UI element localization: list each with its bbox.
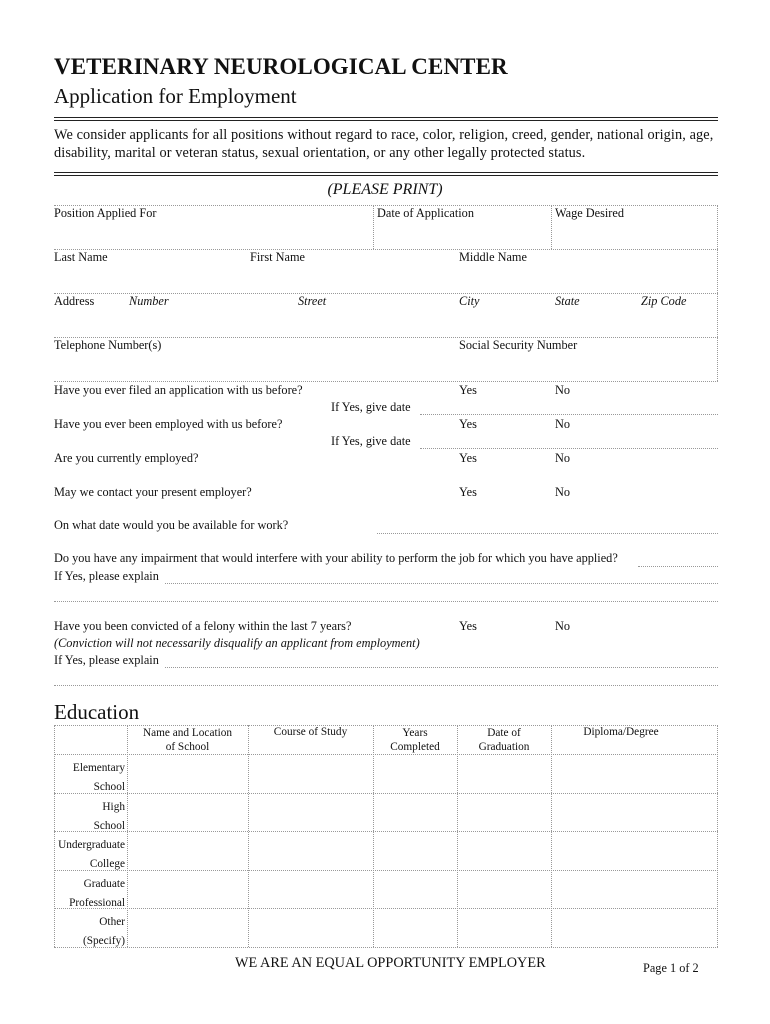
impairment-answer-line[interactable] — [638, 566, 718, 567]
q1-if-yes-date-label: If Yes, give date — [331, 400, 411, 414]
col-years-line1: Years — [402, 727, 428, 739]
felony-explain-line[interactable] — [165, 667, 718, 668]
edu-grid-line — [54, 947, 718, 948]
q3-yes-option[interactable]: Yes — [459, 451, 477, 465]
q4-yes-option[interactable]: Yes — [459, 485, 477, 499]
form-title: Application for Employment — [54, 84, 297, 108]
q1-yes-option[interactable]: Yes — [459, 383, 477, 397]
q1-no-option[interactable]: No — [555, 383, 571, 397]
street-label: Street — [298, 294, 327, 308]
wage-desired-label: Wage Desired — [555, 206, 625, 220]
col-date-line2: Graduation — [478, 741, 530, 753]
intro-rule — [54, 172, 718, 176]
grid-line — [551, 205, 552, 249]
q4-no-option[interactable]: No — [555, 485, 571, 499]
edu-row-graduate — [54, 875, 125, 913]
q3-no-option[interactable]: No — [555, 451, 571, 465]
q-contact-employer: May we contact your present employer? — [54, 485, 252, 499]
q-currently-employed: Are you currently employed? — [54, 451, 199, 465]
position-label: Position Applied For — [54, 206, 157, 220]
edu-row-label: (Specify) — [82, 935, 125, 947]
grid-line — [54, 249, 718, 250]
city-field[interactable] — [459, 308, 549, 336]
edu-row-label: School — [93, 820, 125, 832]
felony-no-option[interactable]: No — [555, 619, 571, 633]
state-label: State — [555, 294, 580, 308]
education-heading: Education — [54, 700, 140, 724]
q-filed-before: Have you ever filed an application with us before? — [54, 383, 303, 397]
middle-name-field[interactable] — [459, 264, 715, 292]
number-label: Number — [129, 294, 169, 308]
edu-row-label: Other — [99, 916, 125, 928]
impairment-explain-label: If Yes, please explain — [54, 569, 159, 583]
felony-explain-line-2[interactable] — [54, 685, 718, 686]
edu-grid-line — [54, 870, 718, 871]
date-of-application-label: Date of Application — [377, 206, 474, 220]
col-school-name — [127, 726, 248, 754]
col-graduation-date — [457, 726, 551, 754]
zip-code-label: Zip Code — [641, 294, 687, 308]
q2-no-option[interactable]: No — [555, 417, 571, 431]
col-course-of-study: Course of Study — [273, 726, 348, 738]
q-impairment: Do you have any impairment that would interfere with your ability to perform the job for which you have applied? — [54, 551, 618, 565]
equal-opportunity-footer: WE ARE AN EQUAL OPPORTUNITY EMPLOYER — [235, 955, 546, 971]
q-available-date: On what date would you be available for work? — [54, 518, 289, 532]
middle-name-label: Middle Name — [459, 250, 527, 264]
edu-grid-line — [54, 754, 718, 755]
edu-grid-line — [248, 725, 249, 947]
edu-row-high-school — [54, 798, 125, 836]
col-years-completed — [373, 726, 457, 754]
city-label: City — [459, 294, 480, 308]
page-number: Page 1 of 2 — [643, 961, 699, 975]
edu-grid-line — [717, 725, 718, 947]
last-name-field[interactable] — [54, 264, 248, 292]
edu-grid-line — [373, 725, 374, 947]
impairment-explain-line[interactable] — [165, 583, 718, 584]
q-employed-before: Have you ever been employed with us before? — [54, 417, 283, 431]
telephone-field[interactable] — [54, 352, 454, 380]
q2-yes-option[interactable]: Yes — [459, 417, 477, 431]
edu-grid-line — [54, 793, 718, 794]
first-name-label: First Name — [250, 250, 305, 264]
equal-opportunity-statement: We consider applicants for all positions without regard to race, color, religion, creed, gender, national origin, age, disability, marital or veteran status, sexual orientation, or any other legally protected status. — [54, 127, 714, 161]
edu-row-label: School — [93, 781, 125, 793]
edu-grid-line — [54, 831, 718, 832]
q1-date-line[interactable] — [420, 414, 718, 415]
edu-row-other — [54, 913, 125, 951]
header-rule — [54, 117, 718, 121]
grid-line — [54, 381, 718, 382]
edu-row-label: Undergraduate — [58, 839, 125, 851]
col-years-line2: Completed — [390, 741, 440, 753]
felony-yes-option[interactable]: Yes — [459, 619, 477, 633]
state-field[interactable] — [555, 308, 635, 336]
ssn-field[interactable] — [459, 352, 715, 380]
zip-code-field[interactable] — [641, 308, 715, 336]
edu-row-label: Graduate — [83, 878, 125, 890]
felony-note: (Conviction will not necessarily disqualify an applicant from employment) — [54, 636, 420, 650]
q2-if-yes-date-label: If Yes, give date — [331, 434, 411, 448]
col-school-name-line2: of School — [165, 741, 210, 753]
felony-explain-label: If Yes, please explain — [54, 653, 159, 667]
q-felony: Have you been convicted of a felony within the last 7 years? — [54, 619, 352, 633]
date-of-application-field[interactable] — [375, 220, 550, 248]
edu-row-undergraduate — [54, 836, 125, 874]
position-field[interactable] — [54, 220, 372, 248]
q2-date-line[interactable] — [420, 448, 718, 449]
edu-grid-line — [551, 725, 552, 947]
edu-row-label: Elementary — [72, 762, 125, 774]
col-school-name-line1: Name and Location — [142, 727, 233, 739]
col-diploma-degree: Diploma/Degree — [583, 726, 659, 738]
organization-name: VETERINARY NEUROLOGICAL CENTER — [54, 54, 508, 79]
telephone-label: Telephone Number(s) — [54, 338, 162, 352]
edu-row-label: Professional — [69, 897, 125, 909]
edu-row-elementary — [54, 759, 125, 797]
wage-desired-field[interactable] — [553, 220, 716, 248]
edu-row-label: High — [102, 801, 125, 813]
edu-grid-line — [54, 908, 718, 909]
col-date-line1: Date of — [487, 727, 521, 739]
available-date-line[interactable] — [377, 533, 718, 534]
impairment-explain-line-2[interactable] — [54, 601, 718, 602]
edu-row-label: College — [89, 858, 125, 870]
first-name-field[interactable] — [250, 264, 455, 292]
last-name-label: Last Name — [54, 250, 108, 264]
street-address-field[interactable] — [54, 308, 454, 336]
address-label: Address — [54, 294, 95, 308]
edu-grid-line — [457, 725, 458, 947]
edu-grid-line — [127, 725, 128, 947]
ssn-label: Social Security Number — [459, 338, 578, 352]
please-print-label: (PLEASE PRINT) — [327, 181, 443, 198]
grid-line — [373, 205, 374, 249]
